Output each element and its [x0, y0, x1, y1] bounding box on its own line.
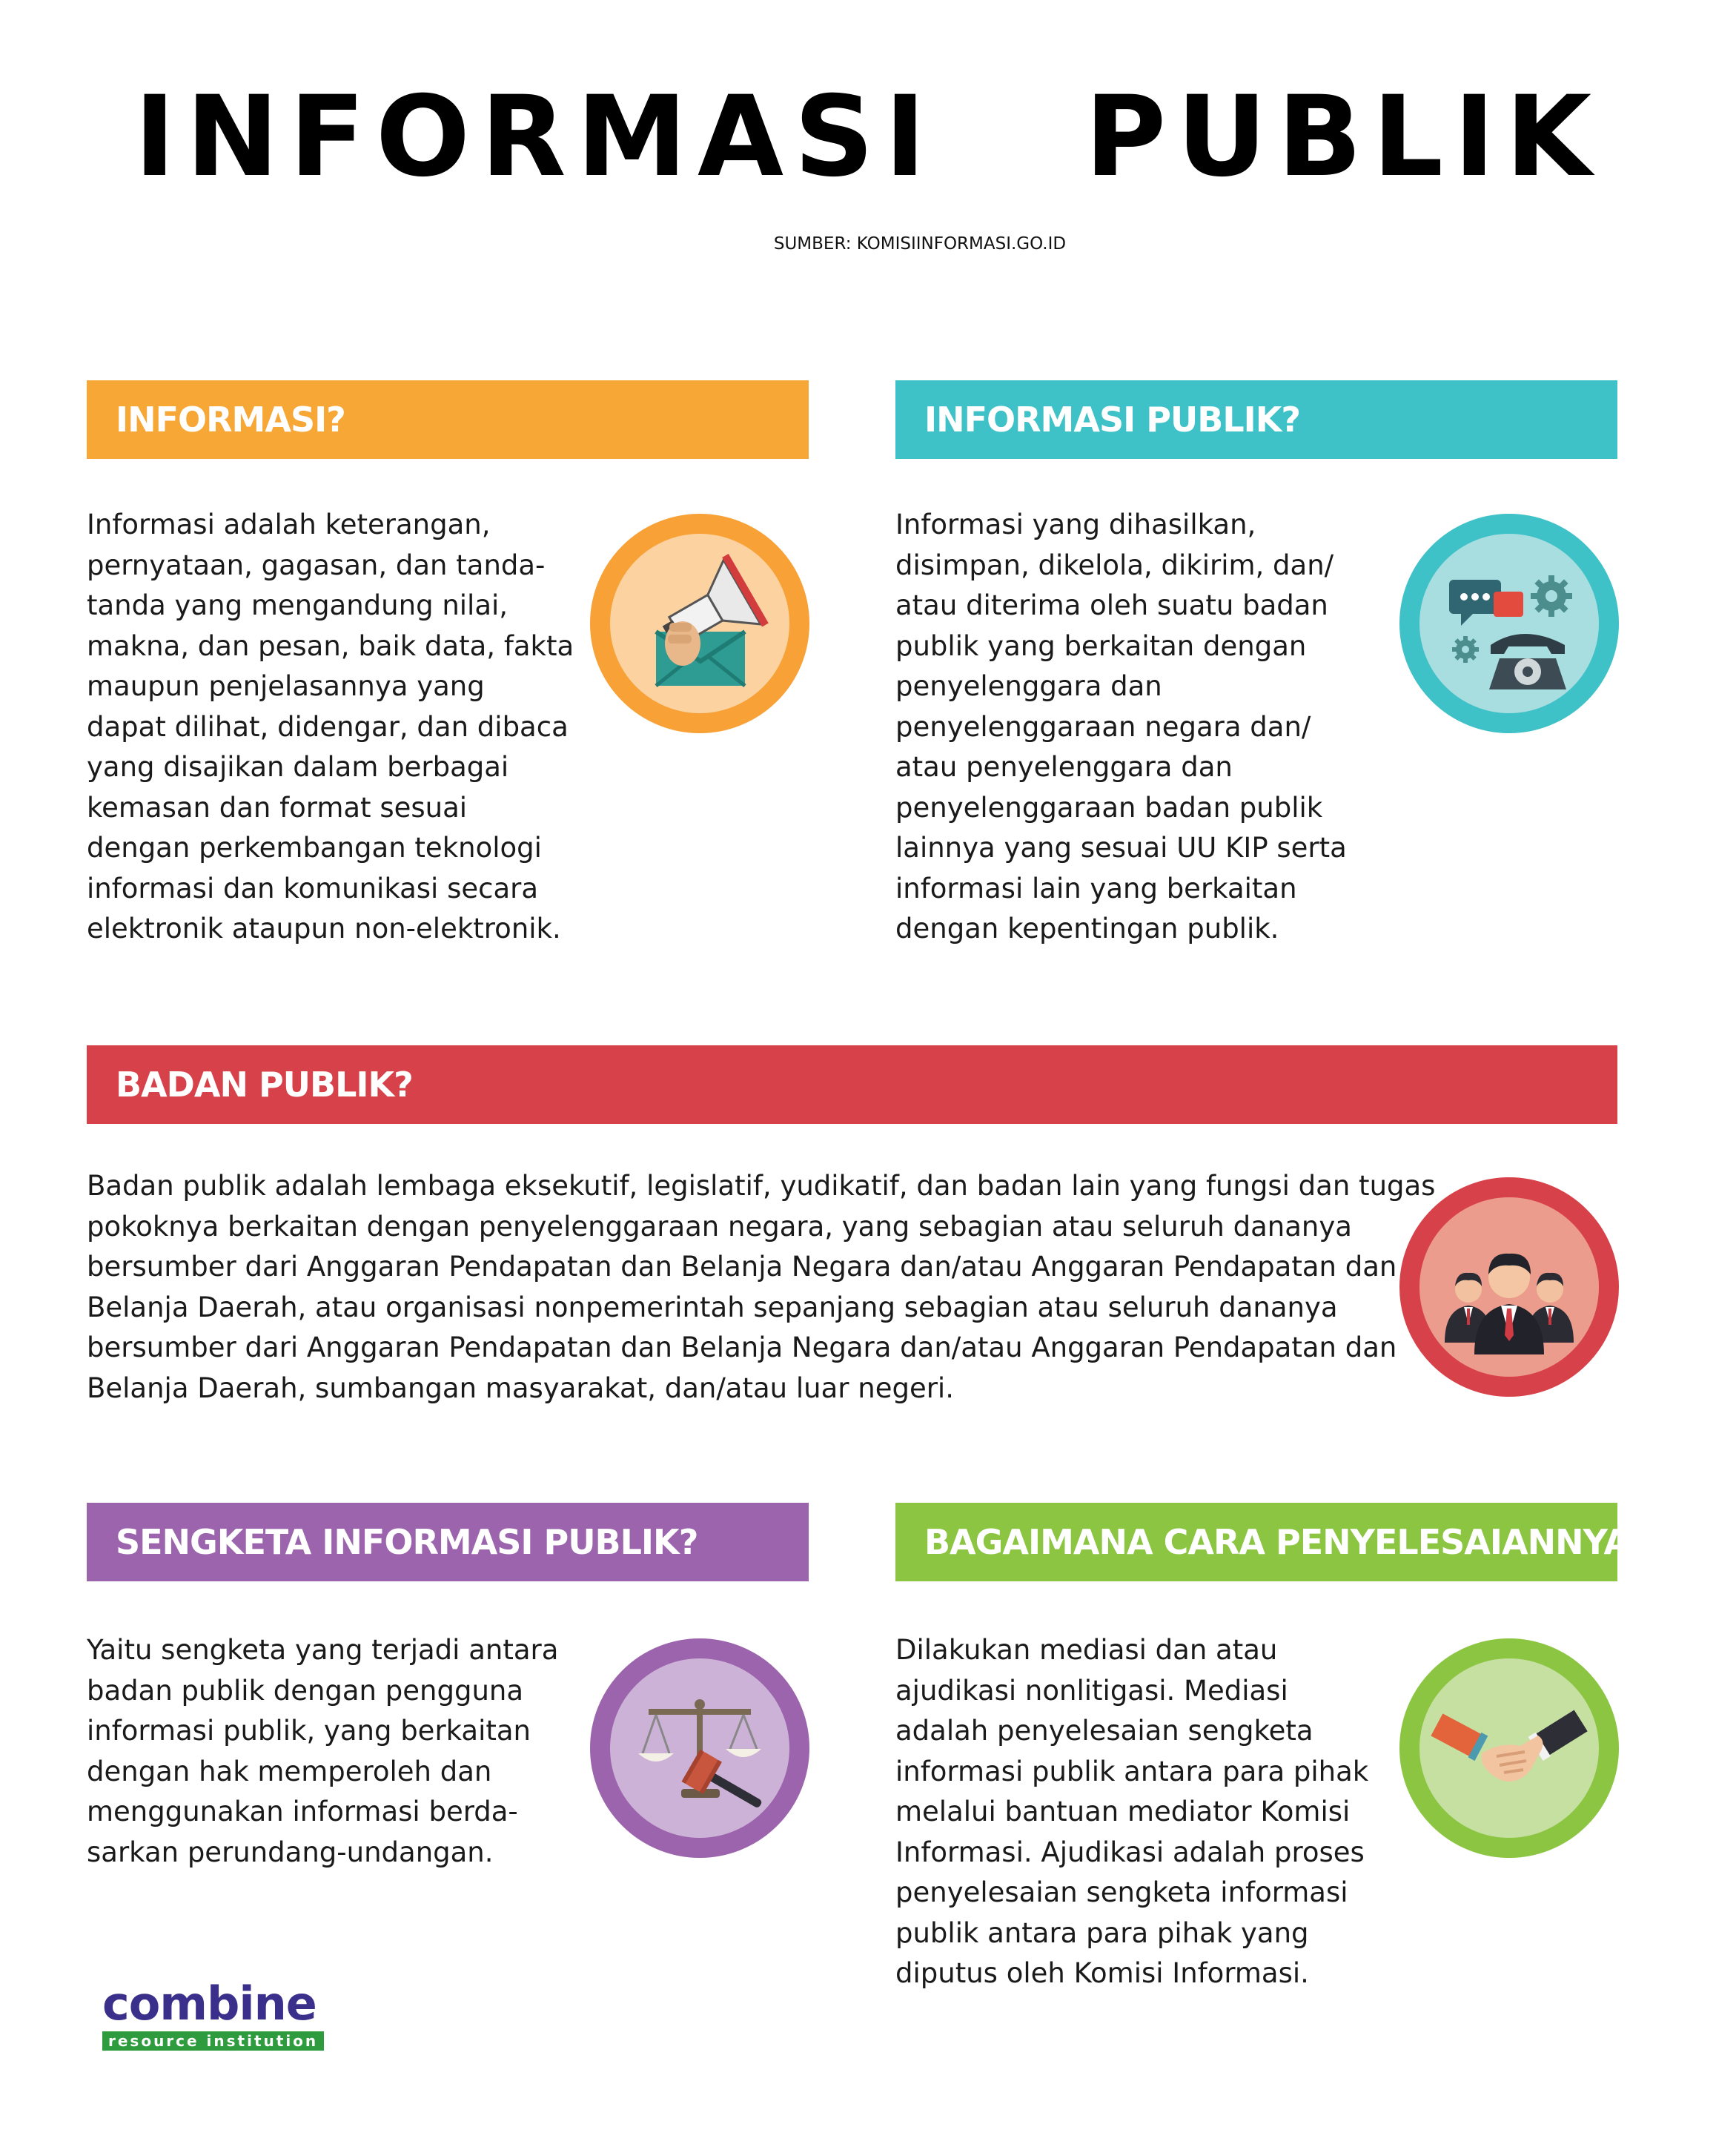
text-line: informasi publik, yang berkaitan	[87, 1715, 531, 1747]
text-line: dengan perkembangan teknologi	[87, 832, 542, 864]
text-line: publik antara para pihak yang	[895, 1916, 1309, 1949]
text-line: informasi dan komunikasi secara	[87, 872, 539, 904]
text-line: dengan hak memperoleh dan	[87, 1755, 492, 1787]
section-heading-informasi-publik: INFORMASI PUBLIK?	[895, 380, 1617, 459]
text-line: publik yang berkaitan dengan	[895, 629, 1307, 662]
text-line: dapat dilihat, didengar, dan dibaca	[87, 710, 569, 743]
people-group-icon	[1399, 1177, 1619, 1397]
section-text-badan-publik	[87, 1166, 1435, 1409]
page-title: INFORMASI PUBLIK	[133, 73, 1603, 202]
text-line: disimpan, dikelola, dikirim, dan/	[895, 549, 1334, 581]
text-line: Informasi yang dihasilkan,	[895, 509, 1256, 540]
text-line: dengan kepentingan publik.	[895, 913, 1279, 945]
telephone-chat-gears-icon	[1399, 514, 1619, 733]
text-line: bersumber dari Anggaran Pendapatan dan Belanja Negara dan/atau Anggaran Pendapatan dan	[87, 1251, 1397, 1283]
text-line: diputus oleh Komisi Informasi.	[895, 1957, 1309, 1989]
text-line: tanda yang mengandung nilai,	[87, 589, 508, 621]
text-line: elektronik ataupun non-elektronik.	[87, 913, 561, 945]
text-line: penyelenggara dan	[895, 670, 1162, 702]
section-heading-sengketa: SENGKETA INFORMASI PUBLIK?	[87, 1503, 809, 1581]
text-line: penyelenggaraan negara dan/	[895, 710, 1311, 743]
text-line: lainnya yang sesuai UU KIP serta	[895, 832, 1347, 864]
text-line: Informasi. Ajudikasi adalah proses	[895, 1836, 1365, 1868]
text-line: sarkan perundang-undangan.	[87, 1836, 494, 1868]
text-line: informasi publik antara para pihak	[895, 1755, 1369, 1787]
section-heading-informasi: INFORMASI?	[87, 380, 809, 459]
text-line: ajudikasi nonlitigasi. Mediasi	[895, 1674, 1288, 1707]
text-line: melalui bantuan mediator Komisi	[895, 1796, 1351, 1827]
section-text-informasi	[87, 505, 574, 950]
logo-tagline: resource institution	[102, 2031, 324, 2051]
section-heading-penyelesaian: BAGAIMANA CARA PENYELESAIANNYA?	[895, 1503, 1617, 1581]
text-line: Badan publik adalah lembaga eksekutif, legislatif, yudikatif, dan badan lain yang fungsi dan tugas	[87, 1170, 1436, 1202]
text-line: bersumber dari Anggaran Pendapatan dan Belanja Negara dan/atau Anggaran Pendapatan dan	[87, 1331, 1397, 1363]
handshake-icon	[1399, 1638, 1619, 1858]
text-line: penyelenggaraan badan publik	[895, 791, 1323, 824]
text-line: Yaitu sengketa yang terjadi antara	[87, 1634, 559, 1666]
text-line: kemasan dan format sesuai	[87, 791, 468, 824]
combine-logo	[102, 1976, 324, 2051]
text-line: Dilakukan mediasi dan atau	[895, 1634, 1278, 1666]
text-line: makna, dan pesan, baik data, fakta	[87, 629, 574, 662]
megaphone-envelope-icon	[590, 514, 809, 733]
text-line: Belanja Daerah, sumbangan masyarakat, dan/atau luar negeri.	[87, 1372, 954, 1404]
scales-gavel-icon	[590, 1638, 809, 1858]
text-line: badan publik dengan pengguna	[87, 1674, 524, 1707]
text-line: pokoknya berkaitan dengan penyelenggaraan negara, yang sebagian atau seluruh dananya	[87, 1210, 1352, 1243]
text-line: pernyataan, gagasan, dan tanda-	[87, 549, 546, 581]
source-credit: SUMBER: KOMISIINFORMASI.GO.ID	[773, 234, 1067, 254]
section-text-sengketa	[87, 1630, 558, 1873]
text-line: Belanja Daerah, atau organisasi nonpemerintah sepanjang sebagian atau seluruh dananya	[87, 1291, 1338, 1323]
text-line: menggunakan informasi berda-	[87, 1796, 518, 1827]
section-text-penyelesaian	[895, 1630, 1368, 1994]
text-line: atau penyelenggara dan	[895, 751, 1233, 783]
text-line: informasi lain yang berkaitan	[895, 872, 1297, 904]
text-line: Informasi adalah keterangan,	[87, 509, 491, 540]
text-line: maupun penjelasannya yang	[87, 670, 485, 702]
text-line: atau diterima oleh suatu badan	[895, 589, 1328, 621]
text-line: penyelesaian sengketa informasi	[895, 1876, 1348, 1908]
section-heading-badan-publik: BADAN PUBLIK?	[87, 1045, 1617, 1124]
text-line: yang disajikan dalam berbagai	[87, 751, 509, 783]
text-line: adalah penyelesaian sengketa	[895, 1715, 1313, 1747]
section-text-informasi-publik	[895, 505, 1347, 950]
logo-wordmark: combine	[102, 1976, 317, 2031]
